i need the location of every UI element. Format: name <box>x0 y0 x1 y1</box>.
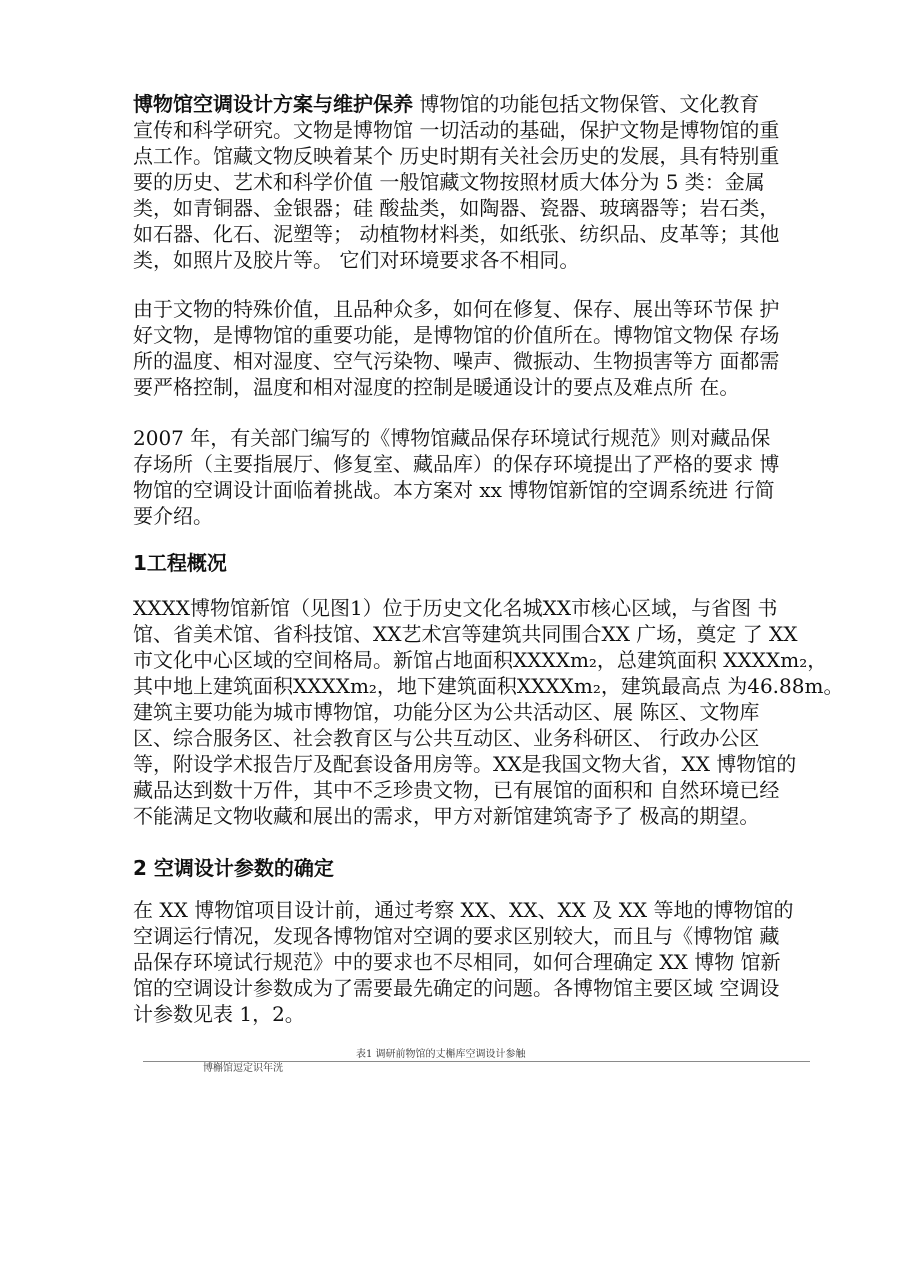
table-header-label: 博槲馆逗定识年洸 <box>203 1063 283 1074</box>
section-1-heading: 1工程概况 <box>133 551 227 575</box>
s1-line-1: 馆、省美术馆、省科技馆、XX艺术宫等建筑共同围合XX 广场，奠定 了 XX <box>133 622 798 646</box>
standard-paragraph <box>133 425 823 529</box>
s1-line-3: 其中地上建筑面积XXXXm₂，地下建筑面积XXXXm₂，建筑最高点 为46.88m。 <box>133 674 844 698</box>
para3-line-0: 2007 年，有关部门编写的《博物馆藏品保存环境试行规范》则对藏品保 <box>133 426 771 450</box>
s1-line-8: 不能满足文物收藏和展出的需求，甲方对新馆建筑寄予了 极高的期望。 <box>133 804 760 828</box>
para2-line-1: 好文物，是博物馆的重要功能，是博物馆的价值所在。博物馆文物保 存场 <box>133 323 780 347</box>
s1-line-4: 建筑主要功能为城市博物馆，功能分区为公共活动区、展 陈区、文物库 <box>133 700 760 724</box>
s2-line-0: 在 XX 博物馆项目设计前，通过考察 XX、XX、XX 及 XX 等地的博物馆的 <box>133 898 794 922</box>
intro-text-5: 如石器、化石、泥塑等； 动植物材料类，如纸张、纺织品、皮革等；其他 <box>133 222 780 246</box>
section-2-heading: 2 空调设计参数的确定 <box>133 856 334 880</box>
intro-text-1: 宣传和科学研究。文物是博物馆 一切活动的基础，保护文物是博物馆的重 <box>133 118 780 142</box>
s1-line-2: 市文化中心区域的空间格局。新馆占地面积XXXXm₂，总建筑面积 XXXXm₂， <box>133 648 828 672</box>
para2-line-0: 由于文物的特殊价值，且品种众多，如何在修复、保存、展出等环节保 护 <box>133 297 780 321</box>
section-2-paragraph <box>133 897 823 1027</box>
para3-line-2: 物馆的空调设计面临着挑战。本方案对 xx 博物馆新馆的空调系统进 行简 <box>133 478 775 502</box>
para2-line-3: 要严格控制，温度和相对湿度的控制是暖通设计的要点及难点所 在。 <box>133 375 740 399</box>
para3-line-3: 要介绍。 <box>133 504 213 528</box>
s2-line-1: 空调运行情况，发现各博物馆对空调的要求区别较大，而且与《博物馆 藏 <box>133 924 780 948</box>
s1-line-5: 区、综合服务区、社会教育区与公共互动区、业务科研区、 行政办公区 <box>133 726 760 750</box>
s2-line-2: 品保存环境试行规范》中的要求也不尽相同，如何合理确定 XX 博物 馆新 <box>133 950 781 974</box>
s1-line-0: XXXX博物馆新馆（见图1）位于历史文化名城XX市核心区域，与省图 书 <box>133 596 778 620</box>
para3-line-1: 存场所（主要指展厅、修复室、藏品库）的保存环境提出了严格的要求 博 <box>133 452 780 476</box>
value-paragraph <box>133 296 823 400</box>
intro-text-2: 点工作。馆藏文物反映着某个 历史时期有关社会历史的发展，具有特别重 <box>133 144 780 168</box>
intro-text-0: 博物馆的功能包括文物保管、文化教育 <box>413 92 760 116</box>
s1-line-7: 藏品达到数十万件，其中不乏珍贵文物，已有展馆的面积和 自然环境已经 <box>133 778 780 802</box>
s1-line-6: 等，附设学术报告厅及配套设备用房等。XX是我国文物大省，XX 博物馆的 <box>133 752 797 776</box>
intro-text-6: 类，如照片及胶片等。 它们对环境要求各不相同。 <box>133 248 580 272</box>
intro-paragraph <box>133 91 823 273</box>
table-caption: 表1 调研前物馆的丈槲库空调设计参触 <box>356 1049 526 1060</box>
document-title: 博物馆空调设计方案与维护保养 <box>133 92 413 116</box>
para2-line-2: 所的温度、相对湿度、空气污染物、噪声、微振动、生物损害等方 面都需 <box>133 349 780 373</box>
s2-line-4: 计参数见表 1，2。 <box>133 1002 305 1026</box>
s2-line-3: 馆的空调设计参数成为了需要最先确定的问题。各博物馆主要区域 空调设 <box>133 976 780 1000</box>
table-top-rule <box>143 1061 810 1062</box>
intro-text-3: 要的历史、艺术和科学价值 一般馆藏文物按照材质大体分为 5 类：金属 <box>133 170 765 194</box>
section-1-paragraph <box>133 595 844 829</box>
intro-text-4: 类，如青铜器、金银器；硅 酸盐类，如陶器、瓷器、玻璃器等；岩石类， <box>133 196 780 220</box>
intro-line <box>133 91 823 117</box>
